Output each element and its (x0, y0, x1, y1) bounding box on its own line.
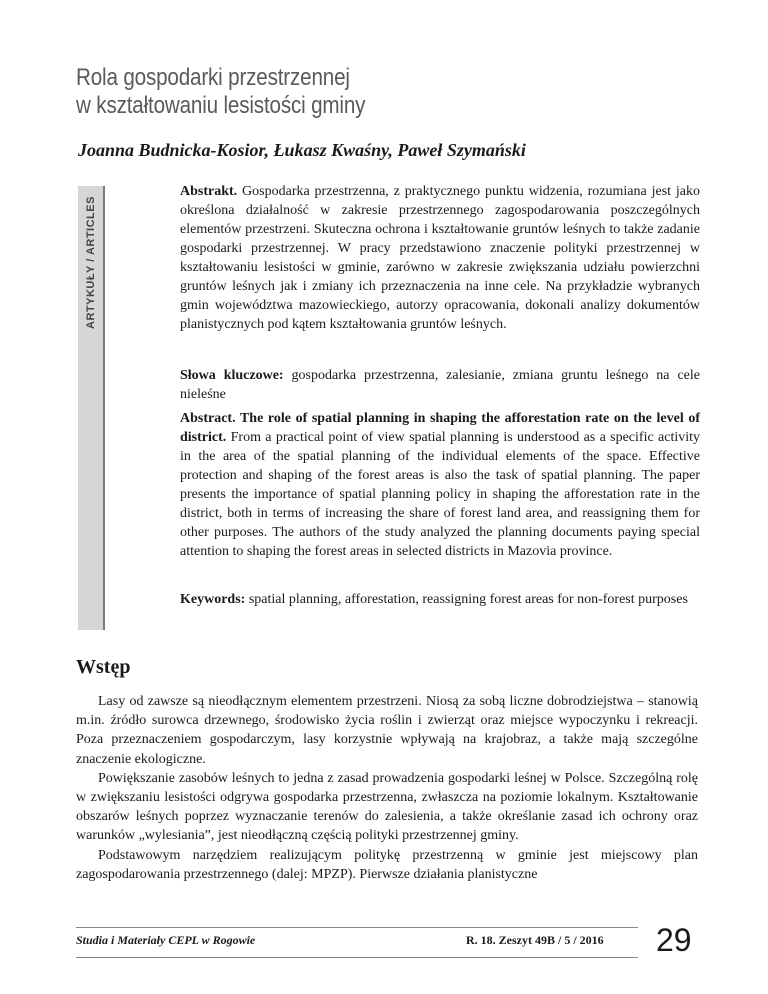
paragraph: Powiększanie zasobów leśnych to jedna z zasad prowadzenia gospodarki leśnej w Polsce. Szczególną rolę w zwiększaniu lesistości odgrywa gospodarka przestrzenna, zwłaszcza na poziomie lokalnym. Kształtowanie obszarów leśnych poprzez wyznaczanie terenów do zalesienia, a także określanie zasad ich ochrony oraz warunków „wylesiania”, jest nieodłączną częścią polityki przestrzennej gminy. (76, 770, 698, 844)
keywords-en (180, 590, 700, 609)
page-number: 29 (656, 922, 692, 958)
paragraph: Podstawowym narzędziem realizującym politykę przestrzenną w gminie jest miejscowy plan zagospodarowania przestrzennego (dalej: MPZP). Pierwsze działania planistyczne (76, 847, 698, 882)
keywords-en-text: spatial planning, afforestation, reassigning forest areas for non-forest purposes (248, 592, 688, 607)
title-line-1: Rola gospodarki przestrzennej (76, 64, 350, 91)
body-text (76, 692, 698, 884)
abstract-en-label: Abstract. The role of spatial planning in shaping the afforestation rate on the level of district. (180, 411, 700, 445)
authors: Joanna Budnicka-Kosior, Łukasz Kwaśny, Paweł Szymański (78, 140, 526, 160)
article-title (76, 64, 558, 120)
footer-rule-bottom (76, 957, 638, 958)
abstract-pl (180, 182, 700, 334)
journal-name: Studia i Materiały CEPL w Rogowie (76, 933, 256, 947)
keywords-pl-text: gospodarka przestrzenna, zalesianie, zmiana gruntu leśnego na cele nieleśne (180, 368, 700, 402)
footer-rule-top (76, 927, 638, 928)
abstract-en (180, 409, 700, 561)
keywords-en-label: Keywords: (180, 592, 246, 607)
issue-info: R. 18. Zeszyt 49B / 5 / 2016 (466, 933, 604, 947)
keywords-pl-label: Słowa kluczowe: (180, 368, 284, 383)
paragraph: Lasy od zawsze są nieodłącznym elementem przestrzeni. Niosą za sobą liczne dobrodziejstwa – stanowią m.in. źródło surowca drzewnego, środowisko życia roślin i zwierząt oraz miejsce wypoczynku i rekreacji. Poza przeznaczeniem gospodarczym, lasy korzystnie wpływają na krajobraz, a także mają szczególne znaczenie ekologiczne. (76, 694, 698, 767)
keywords-pl (180, 366, 700, 404)
section-heading: Wstęp (76, 656, 131, 678)
abstract-en-text: From a practical point of view spatial planning is understood as a specific activity in the area of the spatial planning of the individual elements of the space. Effective protection and shaping of the forest areas is also the task of spatial planning. The paper presents the importance of spatial planning policy in shaping the afforestation rate in the district, both in terms of increasing the share of forest land area, and reassigning them for other purposes. The authors of the study analyzed the planning documents paying special attention to shaping the forest areas in selected districts in Mazovia province. (180, 430, 700, 559)
section-side-label: ARTYKUŁY / ARTICLES (85, 196, 97, 329)
abstract-pl-text: Gospodarka przestrzenna, z praktycznego punktu widzenia, rozumiana jest jako określona działalność w zakresie przestrzennego zagospodarowania poszczególnych elementów przestrzeni. Skuteczna ochrona i kształtowanie gruntów leśnych to także zadanie gospodarki przestrzennej. W pracy przedstawiono znaczenie polityki przestrzennej w kształtowaniu lesistości w gminie, zarówno w zakresie zwiększania udziału powierzchni gruntów leśnych jak i zmiany ich przeznaczenia na inne cele. Na przykładzie wybranych gmin województwa mazowieckiego, autorzy opracowania, dokonali analizy dokumentów planistycznych pod kątem kształtowania gruntów leśnych. (180, 184, 700, 332)
abstract-pl-label: Abstrakt. (180, 184, 238, 199)
title-line-2: w kształtowaniu lesistości gminy (76, 92, 366, 119)
